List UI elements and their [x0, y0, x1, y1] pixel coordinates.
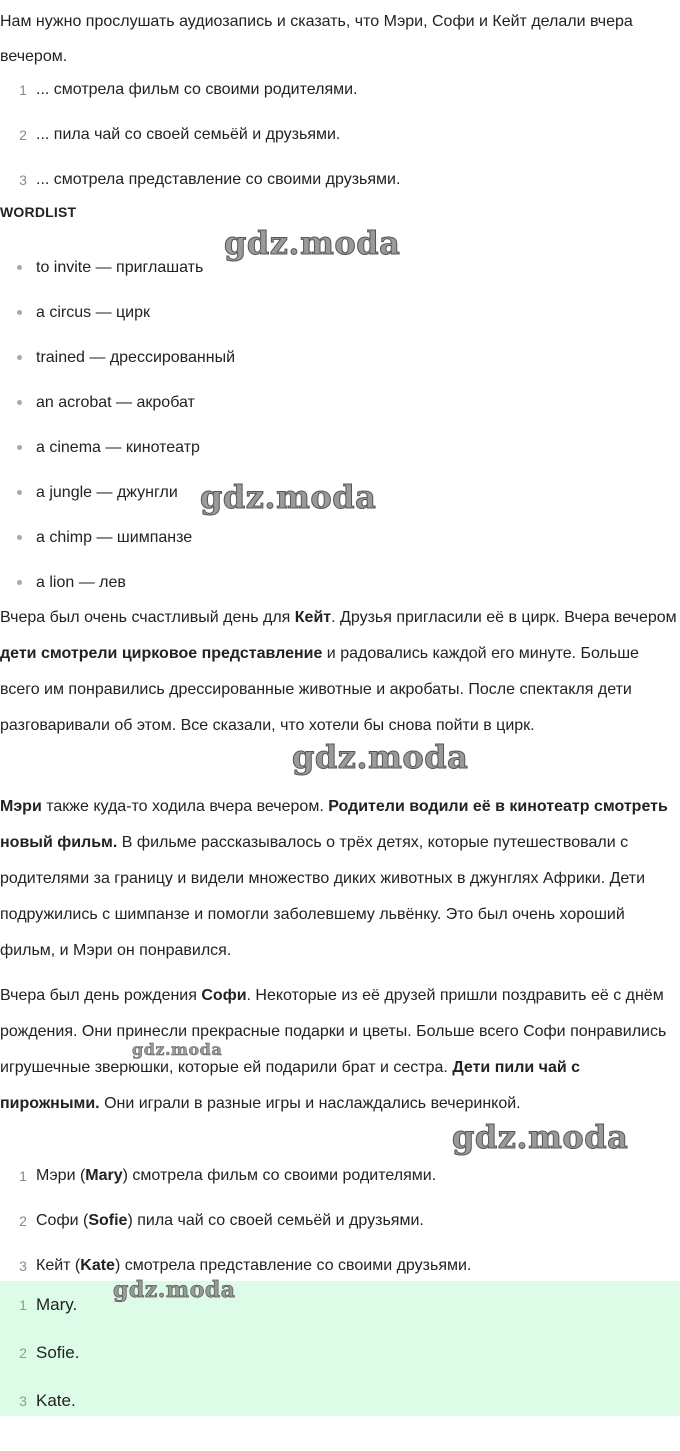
watermark-logo: gdz.moda [132, 1040, 223, 1059]
bullet-icon [17, 580, 22, 585]
list-item-text: Мэри (Mary) смотрела фильм со своими родителями. [36, 1166, 437, 1184]
list-item-text: ... смотрела представление со своими друзьями. [36, 170, 401, 188]
list-item [0, 380, 680, 425]
watermark-logo: gdz.moda [113, 1277, 236, 1303]
intro-text: Нам нужно прослушать аудиозапись и сказать, что Мэри, Софи и Кейт делали вчера вечером. [0, 13, 633, 65]
list-number: 2 [19, 1212, 27, 1229]
paragraph-text: также куда-то ходила вчера вечером. [41, 798, 329, 815]
list-item [0, 560, 680, 605]
list-item-text: ... смотрела фильм со своими родителями. [36, 80, 358, 98]
paragraph-text: . Некоторые из её друзей пришли поздравить её с днём рождения. Они принесли прекрасные подарки и цветы. Больше всего Софи понравились игрушечные зверюшки, которые ей подарили брат и сестра. [0, 987, 667, 1076]
list-item-text: Кейт (Kate) смотрела представление со своими друзьями. [36, 1256, 472, 1274]
story-paragraph-kate [0, 600, 680, 744]
list-item [0, 515, 680, 560]
watermark-logo: gdz.moda [292, 738, 469, 776]
list-number: 1 [19, 1167, 27, 1184]
watermark-logo: gdz.moda [200, 478, 377, 516]
list-item [0, 1281, 680, 1329]
paragraph-bold: Дети пили чай с пирожными. [0, 1059, 581, 1112]
wordlist-entry: a jungle — джунгли [36, 483, 178, 501]
answer-text: Mary. [36, 1295, 78, 1314]
wordlist-entry: a lion — лев [36, 573, 126, 591]
bullet-icon [17, 265, 22, 270]
answer-box [0, 1281, 680, 1416]
list-item [0, 67, 680, 112]
list-item-text: Софи (Sofie) пила чай со своей семьёй и друзьями. [36, 1211, 424, 1229]
bullet-icon [17, 310, 22, 315]
watermark-logo: gdz.moda [224, 224, 401, 262]
list-item [0, 335, 680, 380]
paragraph-text: . Друзья пригласили её в цирк. Вчера вечером [331, 609, 677, 626]
wordlist-entry: a chimp — шимпанзе [36, 528, 193, 546]
bullet-icon [17, 400, 22, 405]
list-item [0, 157, 680, 202]
wordlist-entry: an acrobat — акробат [36, 393, 195, 411]
wordlist-entry: trained — дрессированный [36, 348, 236, 366]
paragraph-bold: Родители водили её в кинотеатр смотреть новый фильм. [0, 798, 668, 851]
wordlist-entry: a circus — цирк [36, 303, 151, 321]
list-item [0, 290, 680, 335]
watermark-logo: gdz.moda [452, 1118, 629, 1156]
paragraph-text: и радовались каждой его минуте. Больше всего им понравились дрессированные животные и акробаты. После спектакля дети разговаривали об этом. Все сказали, что хотели бы снова пойти в цирк. [0, 645, 639, 734]
paragraph-bold: Мэри [0, 798, 42, 815]
paragraph-bold: Кейт [294, 609, 332, 626]
wordlist-entry: to invite — приглашать [36, 258, 204, 276]
answer-text: Sofie. [36, 1343, 80, 1362]
list-item [0, 425, 680, 470]
paragraph-bold: дети смотрели цирковое представление [0, 645, 323, 662]
list-item [0, 112, 680, 157]
list-number: 1 [19, 1297, 27, 1313]
list-number: 3 [19, 1393, 27, 1409]
bullet-icon [17, 535, 22, 540]
list-number: 1 [19, 81, 27, 98]
answer-text: Kate. [36, 1391, 76, 1410]
list-item [0, 1198, 680, 1243]
bullet-icon [17, 355, 22, 360]
list-number: 2 [19, 1345, 27, 1361]
list-number: 3 [19, 1257, 27, 1274]
list-number: 3 [19, 171, 27, 188]
list-item [0, 1377, 680, 1425]
paragraph-text: Они играли в разные игры и наслаждались вечеринкой. [99, 1095, 521, 1112]
wordlist-entry: a cinema — кинотеатр [36, 438, 200, 456]
story-paragraph-sofie [0, 978, 680, 1122]
paragraph-text: Вчера был день рождения [0, 987, 202, 1004]
task-list [0, 67, 680, 202]
list-number: 2 [19, 126, 27, 143]
list-item-text: ... пила чай со своей семьёй и друзьями. [36, 125, 341, 143]
results-list [0, 1153, 680, 1288]
paragraph-text: Вчера был очень счастливый день для [0, 609, 295, 626]
list-item [0, 1329, 680, 1377]
bullet-icon [17, 445, 22, 450]
bullet-icon [17, 490, 22, 495]
list-item [0, 1153, 680, 1198]
paragraph-text: В фильме рассказывалось о трёх детях, которые путешествовали с родителями за границу и видели множество диких животных в джунглях Африки. Дети подружились с шимпанзе и помогли заболевшему львёнку. Это был очень хороший фильм, и Мэри он понравился. [0, 834, 646, 959]
paragraph-bold: Софи [201, 987, 247, 1004]
story-paragraph-mary [0, 789, 680, 969]
wordlist-heading: WORDLIST [0, 204, 77, 220]
wordlist [0, 245, 680, 605]
